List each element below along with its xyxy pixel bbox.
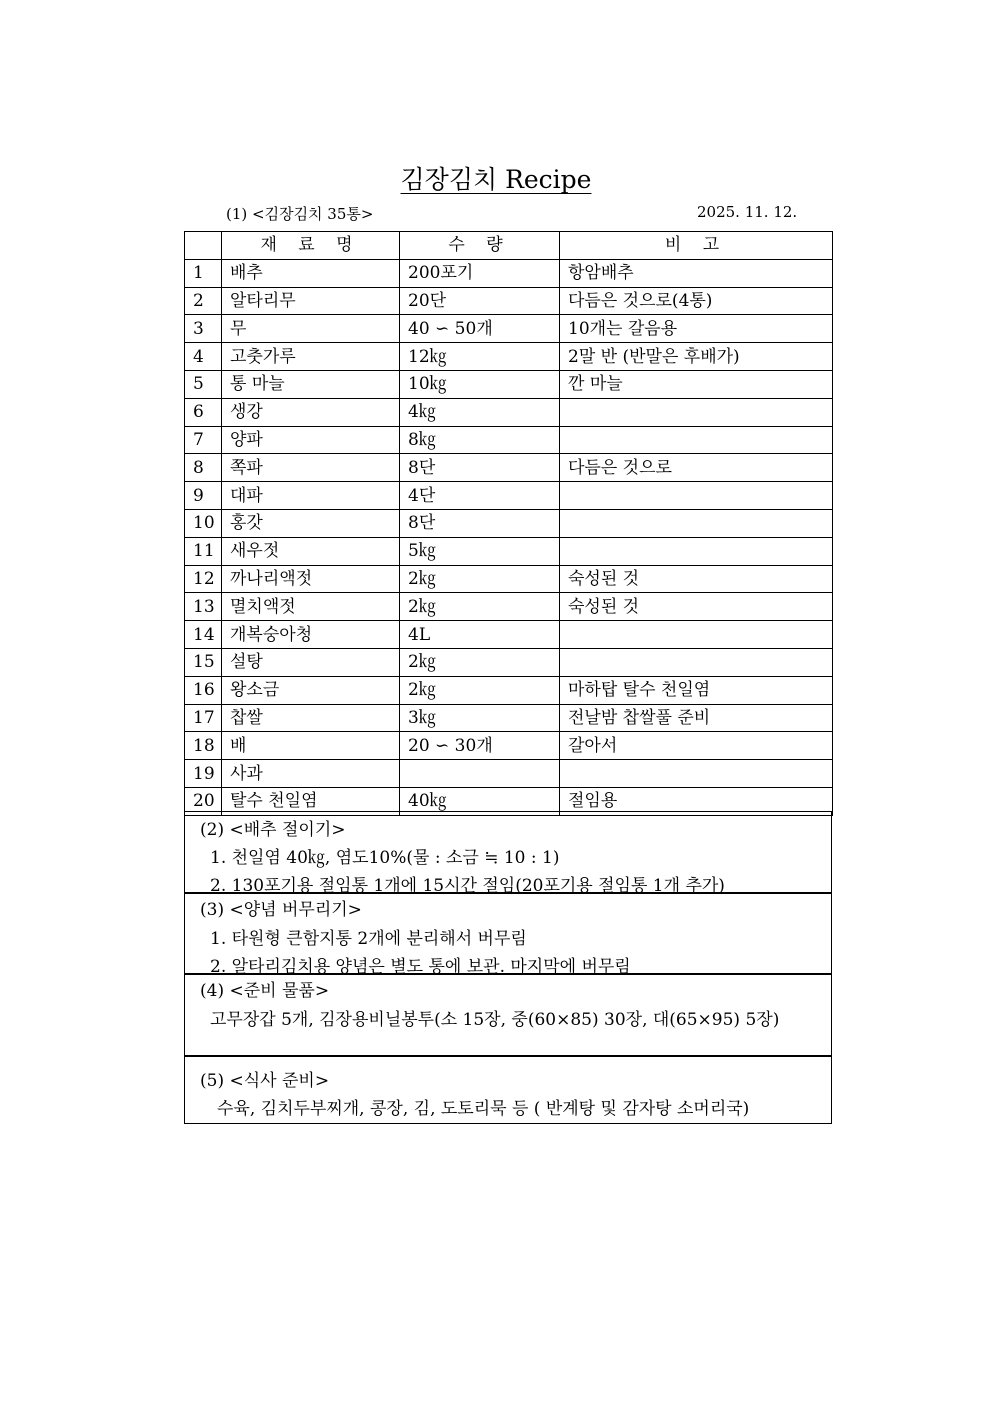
cell-note [560,398,833,426]
section-line: 1. 타원형 큰함지통 2개에 분리해서 버무림 [210,929,527,949]
table-header-row [185,232,833,260]
cell-qty: 2㎏ [400,565,560,593]
cell-name: 개복숭아청 [222,621,400,649]
header-qty: 수 량 [400,232,560,260]
cell-note: 10개는 갈음용 [560,315,833,343]
section-salting [184,811,832,894]
title-text: 김장김치 Recipe [400,165,592,194]
section-heading: (2) <배추 절이기> [200,820,346,840]
cell-note: 갈아서 [560,732,833,760]
section-heading: (4) <준비 물품> [200,981,330,1001]
cell-name: 배 [222,732,400,760]
cell-qty: 10㎏ [400,370,560,398]
table-row [185,454,833,482]
table-row [185,287,833,315]
cell-qty: 8단 [400,509,560,537]
cell-note [560,482,833,510]
cell-qty: 4㎏ [400,398,560,426]
cell-name: 통 마늘 [222,370,400,398]
cell-note: 다듬은 것으로 [560,454,833,482]
cell-note: 숙성된 것 [560,565,833,593]
section-seasoning [184,892,832,975]
cell-no: 7 [185,426,222,454]
section-heading: (5) <식사 준비> [200,1071,330,1091]
cell-no: 1 [185,259,222,287]
cell-name: 찹쌀 [222,704,400,732]
section-line: 2. 알타리김치용 양념은 별도 통에 보관. 마지막에 버무림 [210,957,631,977]
cell-name: 고춧가루 [222,343,400,371]
table-subtitle: (1) <김장김치 35통> [226,205,374,223]
cell-qty: 8단 [400,454,560,482]
cell-note [560,426,833,454]
table-row [185,482,833,510]
cell-no: 13 [185,593,222,621]
cell-qty: 8㎏ [400,426,560,454]
cell-note: 전날밤 찹쌀풀 준비 [560,704,833,732]
section-line: 수육, 김치두부찌개, 콩장, 김, 도토리묵 등 ( 반계탕 및 감자탕 소머리국) [217,1099,750,1119]
section-heading: (3) <양념 버무리기> [200,900,362,920]
cell-name: 대파 [222,482,400,510]
cell-no: 15 [185,648,222,676]
cell-no: 3 [185,315,222,343]
cell-qty: 2㎏ [400,648,560,676]
cell-name: 무 [222,315,400,343]
table-row [185,593,833,621]
cell-no: 2 [185,287,222,315]
cell-name: 설탕 [222,648,400,676]
header-name: 재 료 명 [222,232,400,260]
table-row [185,343,833,371]
cell-no: 4 [185,343,222,371]
cell-no: 18 [185,732,222,760]
cell-name: 멸치액젓 [222,593,400,621]
table-row [185,370,833,398]
document-date: 2025. 11. 12. [697,203,798,221]
cell-qty: 20단 [400,287,560,315]
cell-no: 17 [185,704,222,732]
cell-note [560,621,833,649]
section-line: 1. 천일염 40㎏, 염도10%(물 : 소금 ≒ 10 : 1) [210,848,560,868]
cell-qty: 12㎏ [400,343,560,371]
section-line: 고무장갑 5개, 김장용비닐봉투(소 15장, 중(60×85) 30장, 대(65×95) 5장) [210,1010,780,1030]
cell-name: 왕소금 [222,676,400,704]
cell-no: 8 [185,454,222,482]
section-line: 2. 130포기용 절임통 1개에 15시간 절임(20포기용 절임통 1개 추가) [210,876,725,896]
header-no [185,232,222,260]
section-meal [184,1055,832,1124]
cell-qty: 2㎏ [400,676,560,704]
section-supplies [184,973,832,1057]
cell-note [560,648,833,676]
cell-note [560,760,833,788]
table-row [185,315,833,343]
cell-qty [400,760,560,788]
cell-no: 9 [185,482,222,510]
cell-qty: 2㎏ [400,593,560,621]
cell-note: 절임용 [560,787,833,815]
cell-note: 2말 반 (반말은 후배가) [560,343,833,371]
cell-name: 생강 [222,398,400,426]
cell-no: 19 [185,760,222,788]
cell-note: 깐 마늘 [560,370,833,398]
table-row [185,704,833,732]
cell-no: 10 [185,509,222,537]
cell-qty: 40 ∽ 50개 [400,315,560,343]
cell-qty: 200포기 [400,259,560,287]
table-row [185,509,833,537]
cell-qty: 5㎏ [400,537,560,565]
cell-no: 12 [185,565,222,593]
cell-qty: 4단 [400,482,560,510]
cell-qty: 20 ∽ 30개 [400,732,560,760]
cell-name: 알타리무 [222,287,400,315]
cell-note: 항암배추 [560,259,833,287]
cell-no: 11 [185,537,222,565]
cell-name: 양파 [222,426,400,454]
cell-name: 배추 [222,259,400,287]
table-row [185,648,833,676]
cell-no: 16 [185,676,222,704]
cell-name: 까나리액젓 [222,565,400,593]
table-row [185,426,833,454]
cell-name: 새우젓 [222,537,400,565]
cell-no: 14 [185,621,222,649]
table-row [185,760,833,788]
cell-no: 5 [185,370,222,398]
cell-qty: 4L [400,621,560,649]
table-row [185,259,833,287]
table-row [185,565,833,593]
cell-note [560,537,833,565]
table-row [185,621,833,649]
cell-name: 홍갓 [222,509,400,537]
cell-name: 탈수 천일염 [222,787,400,815]
cell-no: 6 [185,398,222,426]
cell-name: 쪽파 [222,454,400,482]
cell-name: 사과 [222,760,400,788]
table-row [185,732,833,760]
cell-qty: 40㎏ [400,787,560,815]
table-row [185,537,833,565]
table-row [185,676,833,704]
table-row [185,398,833,426]
cell-qty: 3㎏ [400,704,560,732]
cell-note: 다듬은 것으로(4통) [560,287,833,315]
ingredients-table [184,231,833,816]
cell-note: 마하탑 탈수 천일염 [560,676,833,704]
page-title [0,160,992,196]
cell-note: 숙성된 것 [560,593,833,621]
cell-note [560,509,833,537]
header-note: 비 고 [560,232,833,260]
cell-no: 20 [185,787,222,815]
